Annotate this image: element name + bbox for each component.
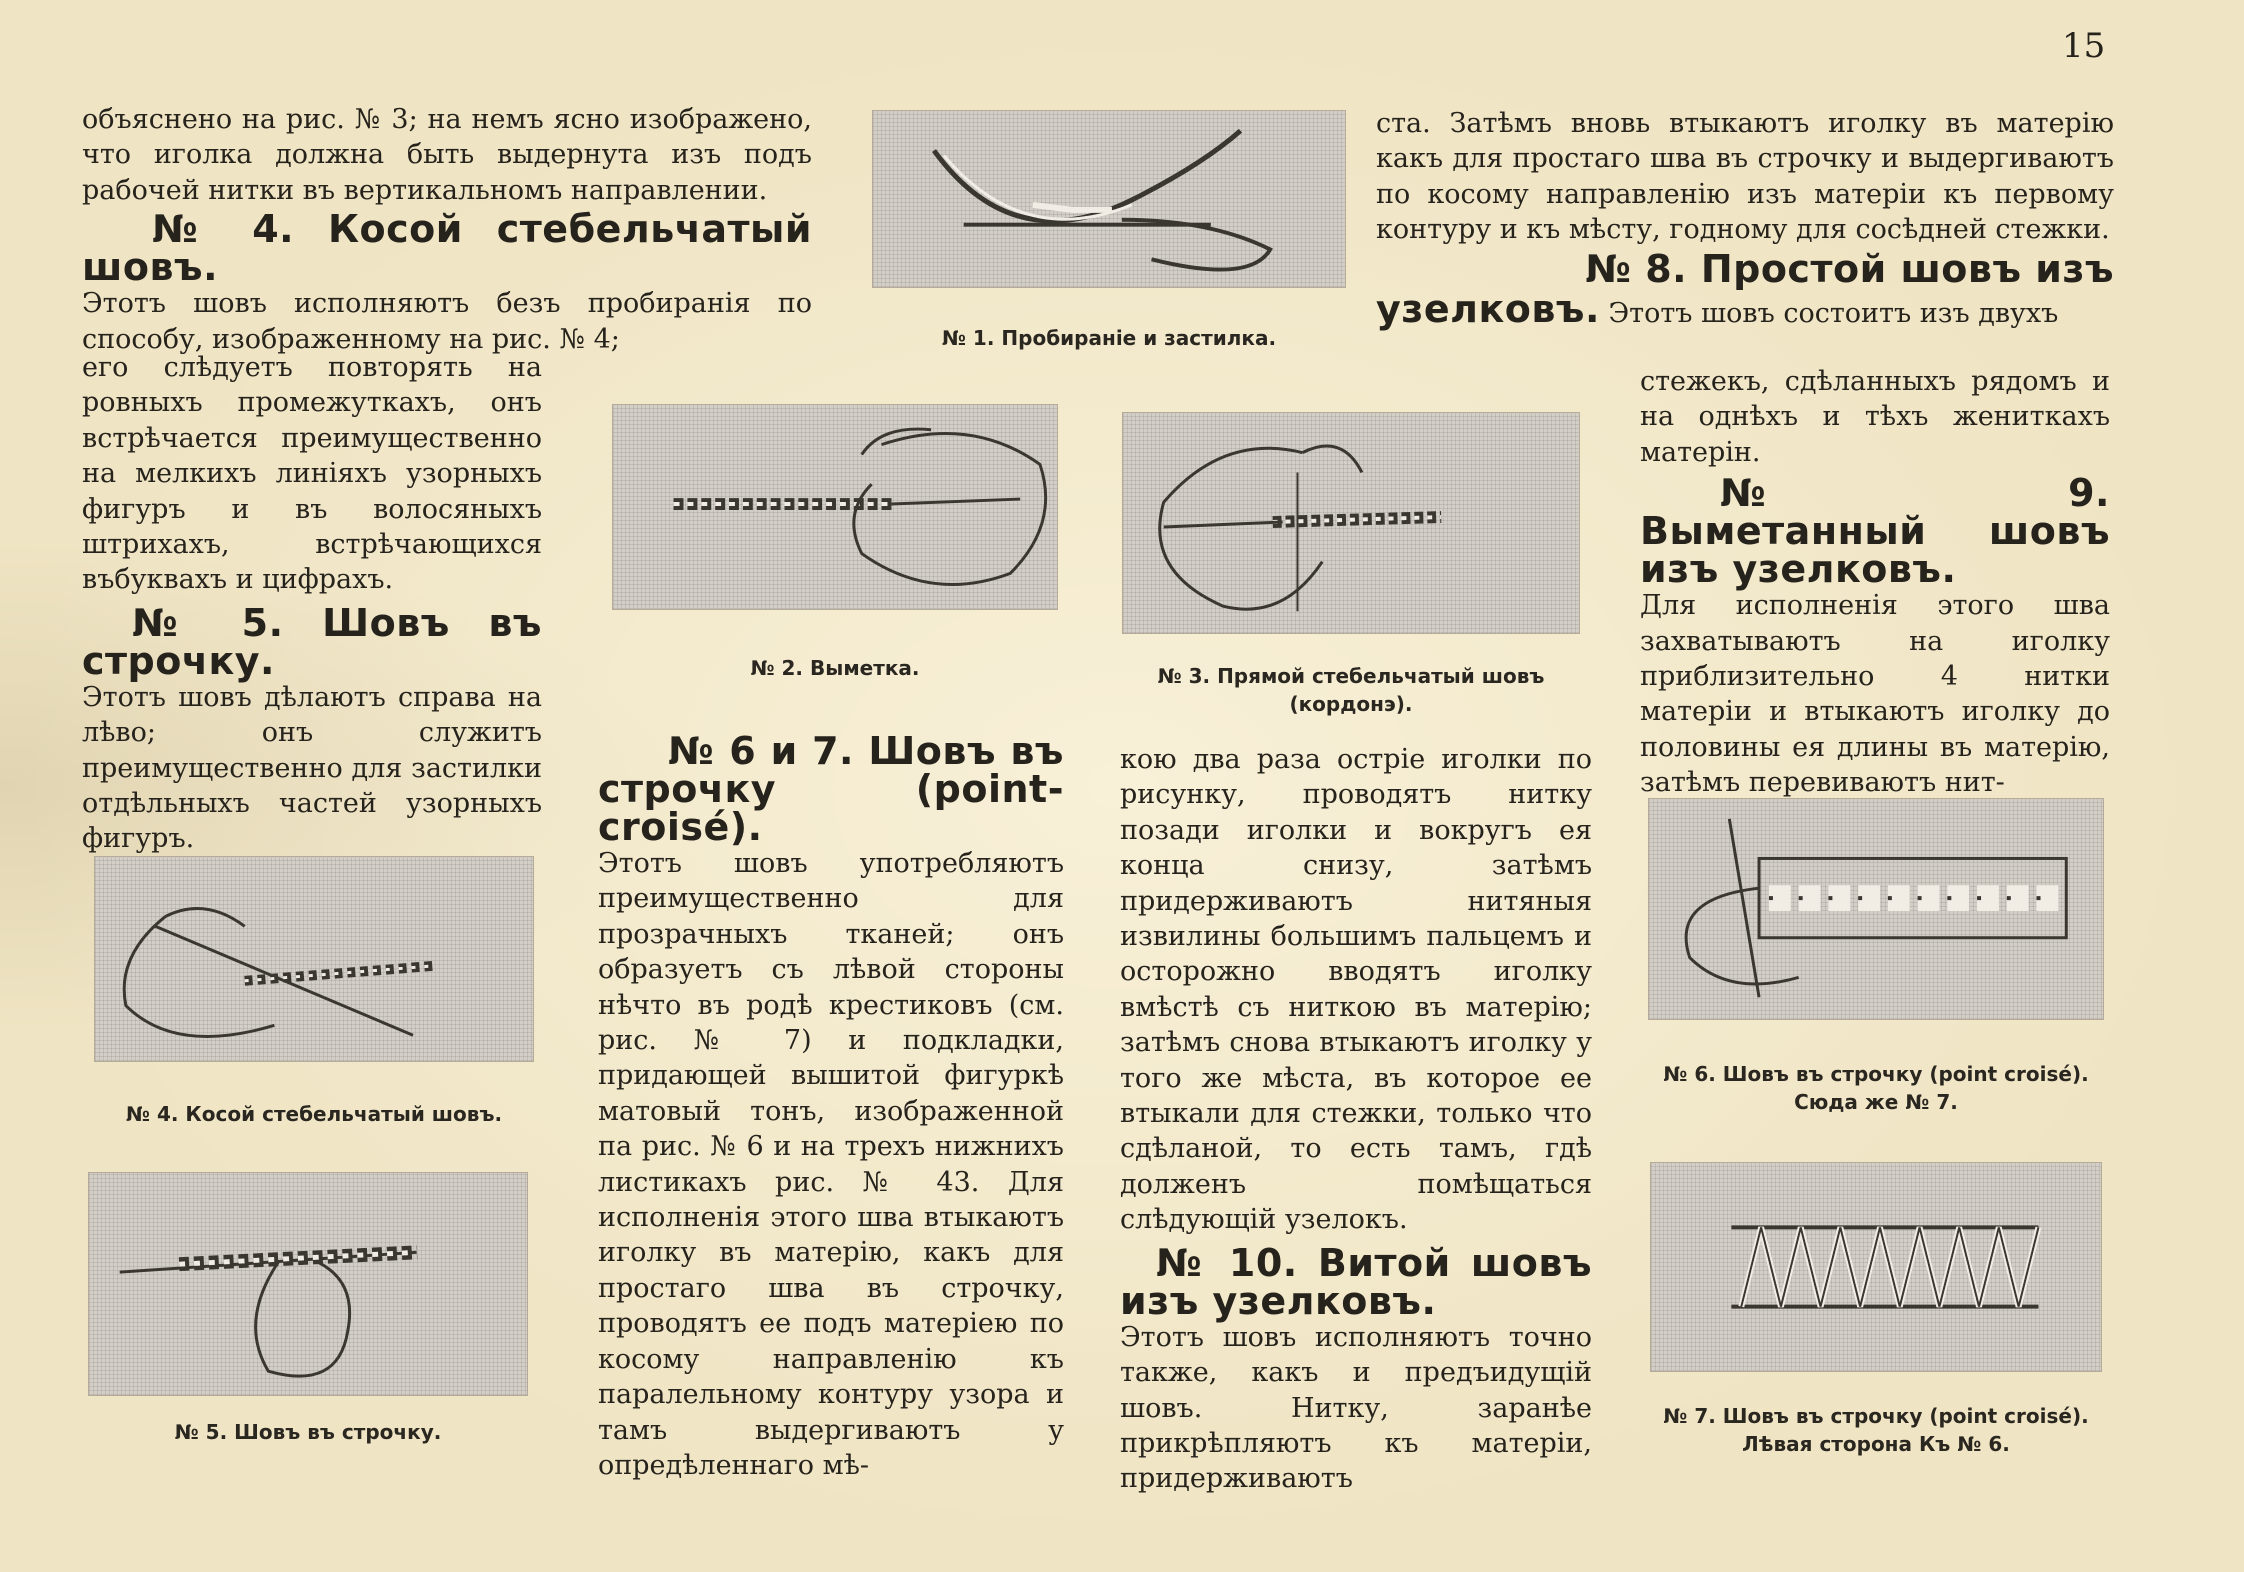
figure-3-caption: № 3. Прямой стебельчатый шовъ (кордонэ). [1157,664,1545,716]
figure-7-caption: № 7. Шовъ въ строчку (point croisé). Лѣвая сторона Къ № 6. [1663,1404,2089,1456]
column-5-narrow [1640,364,2110,801]
paragraph-stitch-10: Этотъ шовъ исполняютъ точно также, какъ и предъидущій шовъ. Нитку, заранѣе прикрѣпляютъ къ матеріи, придерживаютъ [1120,1321,1592,1495]
paragraph-stitch-8a: узелковъ. Этотъ шовъ состоитъ изъ двухъ [1376,286,2059,331]
figure-2-caption: № 2. Выметка. [750,656,920,680]
stitch-illustration-4 [95,857,533,1061]
figure-4-image [94,856,534,1062]
heading-stitch-10: № 10. Витой шовъ изъ узелковъ. [1120,1240,1592,1323]
figure-2-image [612,404,1058,610]
stitch-illustration-6 [1649,799,2103,1019]
column-1 [82,102,812,357]
figure-6-caption: № 6. Шовъ въ строчку (point croisé). Сюда же № 7. [1663,1062,2089,1114]
paragraph-stitch-6-7: Этотъ шовъ употребляютъ преимущественно для прозрачныхъ тканей; онъ образуетъ съ лѣвой стороны нѣчто въ родѣ крестиковъ (см. рис. № 7) и подкладки, придающей вышитой фигуркѣ матовый тонъ, изображенной па рис. № 6 и на трехъ нижнихъ листикахъ рис. № 43. Для исполненія этого шва втыкаютъ иголку въ матерію, какъ для простаго шва въ строчку, проводятъ ее подъ матеріею по косому направленію къ паралельному контуру узора и тамъ выдергиваютъ у опредѣленнаго мѣ- [598,848,1064,1481]
page-number: 15 [2062,26,2106,66]
paragraph-stitch-8b: стежекъ, сдѣланныхъ рядомъ и на однѣхъ и тѣхъ жениткахъ матерін. [1640,366,2110,468]
column-3 [598,729,1064,1483]
figure-3-image [1122,412,1580,634]
stitch-illustration-5 [89,1173,527,1395]
column-4 [1120,742,1592,1497]
figure-6-image [1648,798,2104,1020]
figure-1-caption: № 1. Пробираніе и застилка. [941,326,1277,350]
paragraph-stitch-9-cont: кою два раза остріе иголки по рисунку, проводятъ нитку позади иголки и вокругъ ея конца снизу, затѣмъ придерживаютъ нитяныя извилины большимъ пальцемъ и осторожно вводятъ иголку вмѣстѣ съ ниткою въ матерію; затѣмъ снова втыкаютъ иголку у того же мѣста, въ которое ее втыкали для стежки, только что сдѣланой, то есть тамъ, гдѣ долженъ помѣщаться слѣдующій узелокъ. [1120,744,1592,1236]
heading-stitch-8-line2: узелковъ. [1376,286,1600,331]
heading-stitch-6-7: № 6 и 7. Шовъ въ строчку (point-croisé). [598,729,1064,849]
column-5 [1376,106,2114,331]
paragraph-intro: объяснено на рис. № 3; на немъ ясно изображено, что иголка должна быть выдернута изъ подъ рабочей нитки въ вертикальномъ направлении. [82,104,812,206]
paragraph-stitch-5: Этотъ шовъ дѣлаютъ справа на лѣво; онъ служитъ преимущественно для застилки отдѣльныхъ частей узорныхъ фигуръ. [82,681,542,855]
figure-5-caption: № 5. Шовъ въ строчку. [174,1420,442,1444]
stitch-illustration-2 [613,405,1057,609]
stitch-illustration-7 [1651,1163,2101,1371]
paragraph-stitch-9: Для исполненія этого шва захватываютъ на иголку приблизительно 4 нитки матеріи и втыкаютъ иголку до половины ея длины въ матерію, затѣмъ перевиваютъ нит- [1640,590,2110,799]
figure-7-image [1650,1162,2102,1372]
paragraph-stitch-4b: его слѣдуетъ повторять на ровныхъ промежуткахъ, онъ встрѣчается преимущественно на мелкихъ линіяхъ узорныхъ фигуръ и въ волосяныхъ штрихахъ, встрѣчающихся въбуквахъ и цифрахъ. [82,352,542,596]
stitch-illustration-1 [873,111,1345,287]
heading-stitch-9: № 9. Выметанный шовъ изъ узелковъ. [1640,471,2110,592]
figure-5-image [88,1172,528,1396]
paragraph-stitch-6-7-cont: ста. Затѣмъ вновь втыкаютъ иголку въ матерію какъ для простаго шва въ строчку и выдергиваютъ по косому направленію изъ матеріи къ первому контуру и къ мѣсту, годному для сосѣдней стежки. [1376,108,2114,246]
heading-stitch-5: № 5. Шовъ въ строчку. [82,600,542,683]
column-1-narrow [82,350,542,857]
heading-stitch-4: № 4. Косой стебельчатый шовъ. [82,207,812,290]
figure-1-image [872,110,1346,288]
stitch-illustration-3 [1123,413,1579,633]
figure-4-caption: № 4. Косой стебельчатый шовъ. [125,1102,503,1126]
heading-stitch-8-line1: № 8. Простой шовъ изъ [1585,246,2114,291]
paragraph-stitch-4a: Этотъ шовъ исполняютъ безъ пробиранія по способу, изображенному на рис. № 4; [82,288,812,355]
